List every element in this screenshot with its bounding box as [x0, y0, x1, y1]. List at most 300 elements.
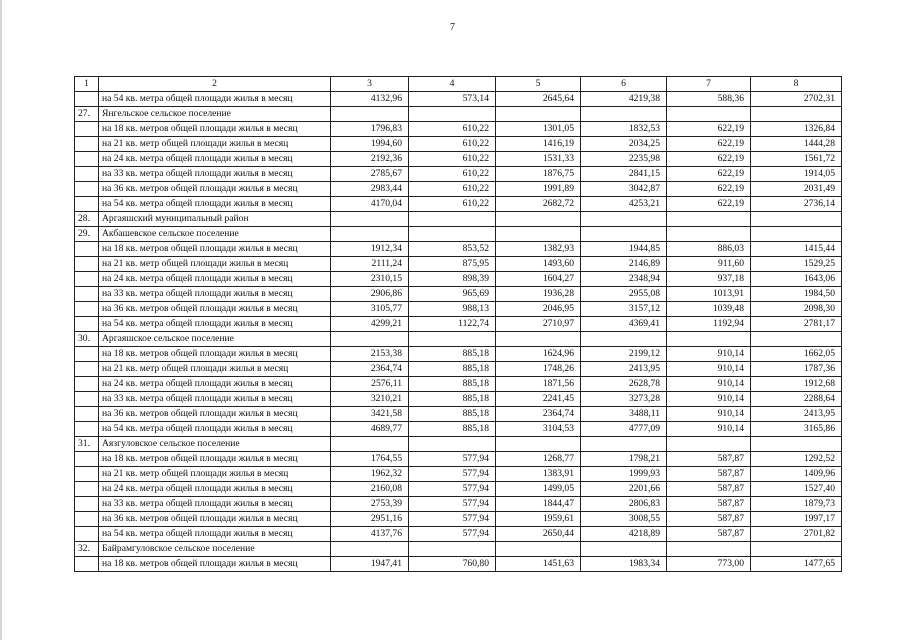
- value-cell: 610,22: [409, 167, 496, 182]
- row-index: [75, 122, 99, 137]
- value-cell: 1912,34: [331, 242, 409, 257]
- header-row: [75, 77, 842, 92]
- value-cell: 2951,16: [331, 512, 409, 527]
- value-cell: 3273,28: [581, 392, 667, 407]
- value-cell: 937,18: [667, 272, 751, 287]
- row-label: на 24 кв. метра общей площади жилья в месяц: [99, 482, 331, 497]
- row-label: на 21 кв. метр общей площади жилья в месяц: [99, 362, 331, 377]
- table-row: [75, 362, 842, 377]
- value-cell: 3421,58: [331, 407, 409, 422]
- value-cell: [496, 332, 581, 347]
- value-cell: 875,95: [409, 257, 496, 272]
- value-cell: 886,03: [667, 242, 751, 257]
- value-cell: [581, 332, 667, 347]
- value-cell: 910,14: [667, 362, 751, 377]
- row-index: [75, 197, 99, 212]
- value-cell: 4689,77: [331, 422, 409, 437]
- value-cell: 1624,96: [496, 347, 581, 362]
- value-cell: 1529,25: [751, 257, 842, 272]
- value-cell: 2753,39: [331, 497, 409, 512]
- row-label: на 21 кв. метр общей площади жилья в месяц: [99, 467, 331, 482]
- table-row: [75, 347, 842, 362]
- value-cell: 2364,74: [496, 407, 581, 422]
- value-cell: 885,18: [409, 377, 496, 392]
- row-index: 28.: [75, 212, 99, 227]
- value-cell: 1301,05: [496, 122, 581, 137]
- row-label: на 18 кв. метров общей площади жилья в месяц: [99, 122, 331, 137]
- table-row: [75, 392, 842, 407]
- row-index: [75, 92, 99, 107]
- value-cell: 4137,76: [331, 527, 409, 542]
- row-index: [75, 287, 99, 302]
- value-cell: [409, 332, 496, 347]
- row-label: на 33 кв. метра общей площади жилья в месяц: [99, 497, 331, 512]
- value-cell: [409, 107, 496, 122]
- value-cell: [409, 212, 496, 227]
- row-label: на 18 кв. метров общей площади жилья в месяц: [99, 557, 331, 572]
- column-number-cell: 5: [496, 77, 581, 92]
- value-cell: 622,19: [667, 182, 751, 197]
- column-number-cell: 2: [99, 77, 331, 92]
- row-label: на 33 кв. метра общей площади жилья в месяц: [99, 287, 331, 302]
- column-number-cell: 3: [331, 77, 409, 92]
- table-row: [75, 152, 842, 167]
- value-cell: 1326,84: [751, 122, 842, 137]
- value-cell: [496, 107, 581, 122]
- value-cell: 2034,25: [581, 137, 667, 152]
- value-cell: 1444,28: [751, 137, 842, 152]
- value-cell: 988,13: [409, 302, 496, 317]
- table-row: [75, 407, 842, 422]
- value-cell: 3210,21: [331, 392, 409, 407]
- value-cell: 2413,95: [751, 407, 842, 422]
- value-cell: 773,00: [667, 557, 751, 572]
- value-cell: [751, 212, 842, 227]
- row-index: [75, 242, 99, 257]
- value-cell: 853,52: [409, 242, 496, 257]
- value-cell: 1561,72: [751, 152, 842, 167]
- value-cell: [667, 212, 751, 227]
- value-cell: [751, 332, 842, 347]
- value-cell: 1787,36: [751, 362, 842, 377]
- value-cell: [496, 542, 581, 557]
- value-cell: 2364,74: [331, 362, 409, 377]
- value-cell: 2736,14: [751, 197, 842, 212]
- table-row: [75, 92, 842, 107]
- value-cell: [409, 542, 496, 557]
- value-cell: 1409,96: [751, 467, 842, 482]
- value-cell: 2806,83: [581, 497, 667, 512]
- column-number-cell: 4: [409, 77, 496, 92]
- row-label: на 33 кв. метра общей площади жилья в месяц: [99, 167, 331, 182]
- value-cell: 1947,41: [331, 557, 409, 572]
- section-title: Аязгуловское сельское поселение: [99, 437, 331, 452]
- value-cell: 2701,82: [751, 527, 842, 542]
- value-cell: 2111,24: [331, 257, 409, 272]
- value-cell: 3105,77: [331, 302, 409, 317]
- value-cell: 1493,60: [496, 257, 581, 272]
- row-index: [75, 467, 99, 482]
- value-cell: 2288,64: [751, 392, 842, 407]
- value-cell: [409, 437, 496, 452]
- value-cell: [751, 437, 842, 452]
- row-index: [75, 527, 99, 542]
- row-index: [75, 392, 99, 407]
- value-cell: 577,94: [409, 467, 496, 482]
- value-cell: 1983,34: [581, 557, 667, 572]
- section-row: [75, 227, 842, 242]
- value-cell: 4777,09: [581, 422, 667, 437]
- value-cell: 3104,53: [496, 422, 581, 437]
- value-cell: 2645,64: [496, 92, 581, 107]
- value-cell: 1876,75: [496, 167, 581, 182]
- value-cell: 1268,77: [496, 452, 581, 467]
- value-cell: 610,22: [409, 152, 496, 167]
- value-cell: 1415,44: [751, 242, 842, 257]
- value-cell: 2046,95: [496, 302, 581, 317]
- value-cell: 1844,47: [496, 497, 581, 512]
- row-label: на 24 кв. метра общей площади жилья в месяц: [99, 377, 331, 392]
- row-index: [75, 452, 99, 467]
- value-cell: 1748,26: [496, 362, 581, 377]
- section-title: Янгельское сельское поселение: [99, 107, 331, 122]
- row-label: на 33 кв. метра общей площади жилья в месяц: [99, 392, 331, 407]
- value-cell: 610,22: [409, 122, 496, 137]
- row-index: [75, 302, 99, 317]
- table-row: [75, 527, 842, 542]
- value-cell: 2955,08: [581, 287, 667, 302]
- value-cell: 577,94: [409, 527, 496, 542]
- value-cell: 2682,72: [496, 197, 581, 212]
- value-cell: 610,22: [409, 182, 496, 197]
- value-cell: 587,87: [667, 497, 751, 512]
- row-index: [75, 497, 99, 512]
- value-cell: 577,94: [409, 497, 496, 512]
- value-cell: 587,87: [667, 527, 751, 542]
- table-row: [75, 302, 842, 317]
- value-cell: 2153,38: [331, 347, 409, 362]
- value-cell: 2650,44: [496, 527, 581, 542]
- row-index: 32.: [75, 542, 99, 557]
- table-row: [75, 377, 842, 392]
- row-label: на 18 кв. метров общей площади жилья в месяц: [99, 242, 331, 257]
- value-cell: 2906,86: [331, 287, 409, 302]
- row-index: [75, 167, 99, 182]
- value-cell: [581, 542, 667, 557]
- value-cell: 885,18: [409, 347, 496, 362]
- value-cell: 3488,11: [581, 407, 667, 422]
- value-cell: 588,36: [667, 92, 751, 107]
- value-cell: 2628,78: [581, 377, 667, 392]
- column-number-cell: 6: [581, 77, 667, 92]
- value-cell: 2983,44: [331, 182, 409, 197]
- value-cell: 1944,85: [581, 242, 667, 257]
- value-cell: [331, 437, 409, 452]
- column-number-cell: 7: [667, 77, 751, 92]
- table-row: [75, 182, 842, 197]
- row-index: [75, 182, 99, 197]
- value-cell: 898,39: [409, 272, 496, 287]
- tariff-table: [74, 76, 842, 572]
- value-cell: 2146,89: [581, 257, 667, 272]
- value-cell: 1962,32: [331, 467, 409, 482]
- value-cell: [331, 542, 409, 557]
- row-index: [75, 317, 99, 332]
- value-cell: 1477,65: [751, 557, 842, 572]
- value-cell: 1013,91: [667, 287, 751, 302]
- table-row: [75, 422, 842, 437]
- value-cell: [581, 212, 667, 227]
- value-cell: 1192,94: [667, 317, 751, 332]
- value-cell: 2413,95: [581, 362, 667, 377]
- value-cell: 2160,08: [331, 482, 409, 497]
- value-cell: 3165,86: [751, 422, 842, 437]
- table-row: [75, 452, 842, 467]
- value-cell: 1451,63: [496, 557, 581, 572]
- value-cell: 1382,93: [496, 242, 581, 257]
- value-cell: [331, 227, 409, 242]
- value-cell: [581, 227, 667, 242]
- value-cell: 2235,98: [581, 152, 667, 167]
- value-cell: 1914,05: [751, 167, 842, 182]
- value-cell: 4299,21: [331, 317, 409, 332]
- table-row: [75, 557, 842, 572]
- value-cell: [667, 437, 751, 452]
- column-number-cell: 1: [75, 77, 99, 92]
- value-cell: 1984,50: [751, 287, 842, 302]
- table-row: [75, 482, 842, 497]
- value-cell: [751, 107, 842, 122]
- row-label: на 18 кв. метров общей площади жилья в месяц: [99, 452, 331, 467]
- row-index: [75, 362, 99, 377]
- page-number: 7: [450, 22, 455, 33]
- value-cell: 2702,31: [751, 92, 842, 107]
- value-cell: 1936,28: [496, 287, 581, 302]
- value-cell: 3008,55: [581, 512, 667, 527]
- value-cell: 2841,15: [581, 167, 667, 182]
- value-cell: [581, 107, 667, 122]
- value-cell: 910,14: [667, 407, 751, 422]
- table-row: [75, 287, 842, 302]
- value-cell: 1798,21: [581, 452, 667, 467]
- value-cell: 2710,97: [496, 317, 581, 332]
- table-row: [75, 122, 842, 137]
- value-cell: 4369,41: [581, 317, 667, 332]
- value-cell: 577,94: [409, 452, 496, 467]
- value-cell: 1764,55: [331, 452, 409, 467]
- value-cell: 885,18: [409, 392, 496, 407]
- section-row: [75, 437, 842, 452]
- section-title: Байрамгуловское сельское поселение: [99, 542, 331, 557]
- value-cell: 1662,05: [751, 347, 842, 362]
- row-index: 30.: [75, 332, 99, 347]
- value-cell: [496, 437, 581, 452]
- section-row: [75, 542, 842, 557]
- value-cell: 1999,93: [581, 467, 667, 482]
- row-label: на 24 кв. метра общей площади жилья в месяц: [99, 152, 331, 167]
- value-cell: 1531,33: [496, 152, 581, 167]
- value-cell: 910,14: [667, 392, 751, 407]
- table-row: [75, 242, 842, 257]
- value-cell: 622,19: [667, 197, 751, 212]
- value-cell: 587,87: [667, 482, 751, 497]
- value-cell: 2310,15: [331, 272, 409, 287]
- value-cell: 4219,38: [581, 92, 667, 107]
- row-index: [75, 347, 99, 362]
- value-cell: 885,18: [409, 407, 496, 422]
- value-cell: 4218,89: [581, 527, 667, 542]
- value-cell: 2241,45: [496, 392, 581, 407]
- table-row: [75, 317, 842, 332]
- table-row: [75, 512, 842, 527]
- value-cell: 3042,87: [581, 182, 667, 197]
- value-cell: 622,19: [667, 122, 751, 137]
- value-cell: 573,14: [409, 92, 496, 107]
- row-label: на 36 кв. метров общей площади жилья в месяц: [99, 407, 331, 422]
- value-cell: 2781,17: [751, 317, 842, 332]
- value-cell: 2348,94: [581, 272, 667, 287]
- value-cell: 622,19: [667, 167, 751, 182]
- value-cell: [496, 212, 581, 227]
- value-cell: 610,22: [409, 197, 496, 212]
- value-cell: 1871,56: [496, 377, 581, 392]
- value-cell: [409, 227, 496, 242]
- value-cell: 1383,91: [496, 467, 581, 482]
- row-label: на 54 кв. метра общей площади жилья в месяц: [99, 92, 331, 107]
- table-row: [75, 497, 842, 512]
- value-cell: 577,94: [409, 482, 496, 497]
- value-cell: [581, 437, 667, 452]
- value-cell: 2031,49: [751, 182, 842, 197]
- row-label: на 21 кв. метр общей площади жилья в месяц: [99, 137, 331, 152]
- value-cell: 1292,52: [751, 452, 842, 467]
- scan-edge: [0, 0, 2, 640]
- value-cell: [331, 212, 409, 227]
- row-label: на 18 кв. метров общей площади жилья в месяц: [99, 347, 331, 362]
- value-cell: 885,18: [409, 362, 496, 377]
- value-cell: 2199,12: [581, 347, 667, 362]
- value-cell: 2201,66: [581, 482, 667, 497]
- section-row: [75, 332, 842, 347]
- row-index: 31.: [75, 437, 99, 452]
- row-index: [75, 407, 99, 422]
- row-label: на 54 кв. метра общей площади жилья в месяц: [99, 317, 331, 332]
- row-index: [75, 272, 99, 287]
- value-cell: 2576,11: [331, 377, 409, 392]
- section-title: Аргаяшский муниципальный район: [99, 212, 331, 227]
- row-index: [75, 557, 99, 572]
- value-cell: 587,87: [667, 512, 751, 527]
- value-cell: 2098,30: [751, 302, 842, 317]
- row-label: на 54 кв. метра общей площади жилья в месяц: [99, 197, 331, 212]
- row-label: на 36 кв. метров общей площади жилья в месяц: [99, 512, 331, 527]
- value-cell: 4253,21: [581, 197, 667, 212]
- value-cell: 4170,04: [331, 197, 409, 212]
- table-row: [75, 167, 842, 182]
- value-cell: 3157,12: [581, 302, 667, 317]
- column-number-cell: 8: [751, 77, 842, 92]
- row-index: [75, 422, 99, 437]
- row-index: [75, 377, 99, 392]
- value-cell: 1499,05: [496, 482, 581, 497]
- value-cell: [667, 107, 751, 122]
- row-label: на 54 кв. метра общей площади жилья в месяц: [99, 422, 331, 437]
- value-cell: 1122,74: [409, 317, 496, 332]
- value-cell: 577,94: [409, 512, 496, 527]
- value-cell: [667, 542, 751, 557]
- section-row: [75, 107, 842, 122]
- table-body: [75, 77, 842, 572]
- section-title: Аргаяшское сельское поселение: [99, 332, 331, 347]
- section-title: Акбашевское сельское поселение: [99, 227, 331, 242]
- value-cell: 910,14: [667, 347, 751, 362]
- value-cell: [331, 332, 409, 347]
- row-index: [75, 152, 99, 167]
- value-cell: [751, 227, 842, 242]
- value-cell: 911,60: [667, 257, 751, 272]
- row-index: [75, 257, 99, 272]
- row-index: 27.: [75, 107, 99, 122]
- section-row: [75, 212, 842, 227]
- value-cell: 1991,89: [496, 182, 581, 197]
- value-cell: 622,19: [667, 152, 751, 167]
- value-cell: 1604,27: [496, 272, 581, 287]
- row-label: на 24 кв. метра общей площади жилья в месяц: [99, 272, 331, 287]
- value-cell: [496, 227, 581, 242]
- row-label: на 54 кв. метра общей площади жилья в месяц: [99, 527, 331, 542]
- row-label: на 36 кв. метров общей площади жилья в месяц: [99, 182, 331, 197]
- value-cell: 610,22: [409, 137, 496, 152]
- value-cell: 965,69: [409, 287, 496, 302]
- value-cell: 1832,53: [581, 122, 667, 137]
- value-cell: 622,19: [667, 137, 751, 152]
- value-cell: [667, 227, 751, 242]
- row-index: 29.: [75, 227, 99, 242]
- row-index: [75, 137, 99, 152]
- table-row: [75, 467, 842, 482]
- row-index: [75, 512, 99, 527]
- value-cell: 1039,48: [667, 302, 751, 317]
- value-cell: [751, 542, 842, 557]
- value-cell: 1959,61: [496, 512, 581, 527]
- value-cell: 1643,06: [751, 272, 842, 287]
- value-cell: 760,80: [409, 557, 496, 572]
- value-cell: 1994,60: [331, 137, 409, 152]
- value-cell: 1796,83: [331, 122, 409, 137]
- value-cell: 2785,67: [331, 167, 409, 182]
- value-cell: 885,18: [409, 422, 496, 437]
- value-cell: 1997,17: [751, 512, 842, 527]
- value-cell: 1527,40: [751, 482, 842, 497]
- row-label: на 36 кв. метров общей площади жилья в месяц: [99, 302, 331, 317]
- value-cell: 2192,36: [331, 152, 409, 167]
- value-cell: 1912,68: [751, 377, 842, 392]
- table-row: [75, 272, 842, 287]
- row-index: [75, 482, 99, 497]
- table-row: [75, 257, 842, 272]
- row-label: на 21 кв. метр общей площади жилья в месяц: [99, 257, 331, 272]
- value-cell: 910,14: [667, 377, 751, 392]
- value-cell: 587,87: [667, 467, 751, 482]
- value-cell: 587,87: [667, 452, 751, 467]
- value-cell: 4132,96: [331, 92, 409, 107]
- table-row: [75, 137, 842, 152]
- value-cell: 1416,19: [496, 137, 581, 152]
- value-cell: 910,14: [667, 422, 751, 437]
- value-cell: [667, 332, 751, 347]
- table-row: [75, 197, 842, 212]
- value-cell: [331, 107, 409, 122]
